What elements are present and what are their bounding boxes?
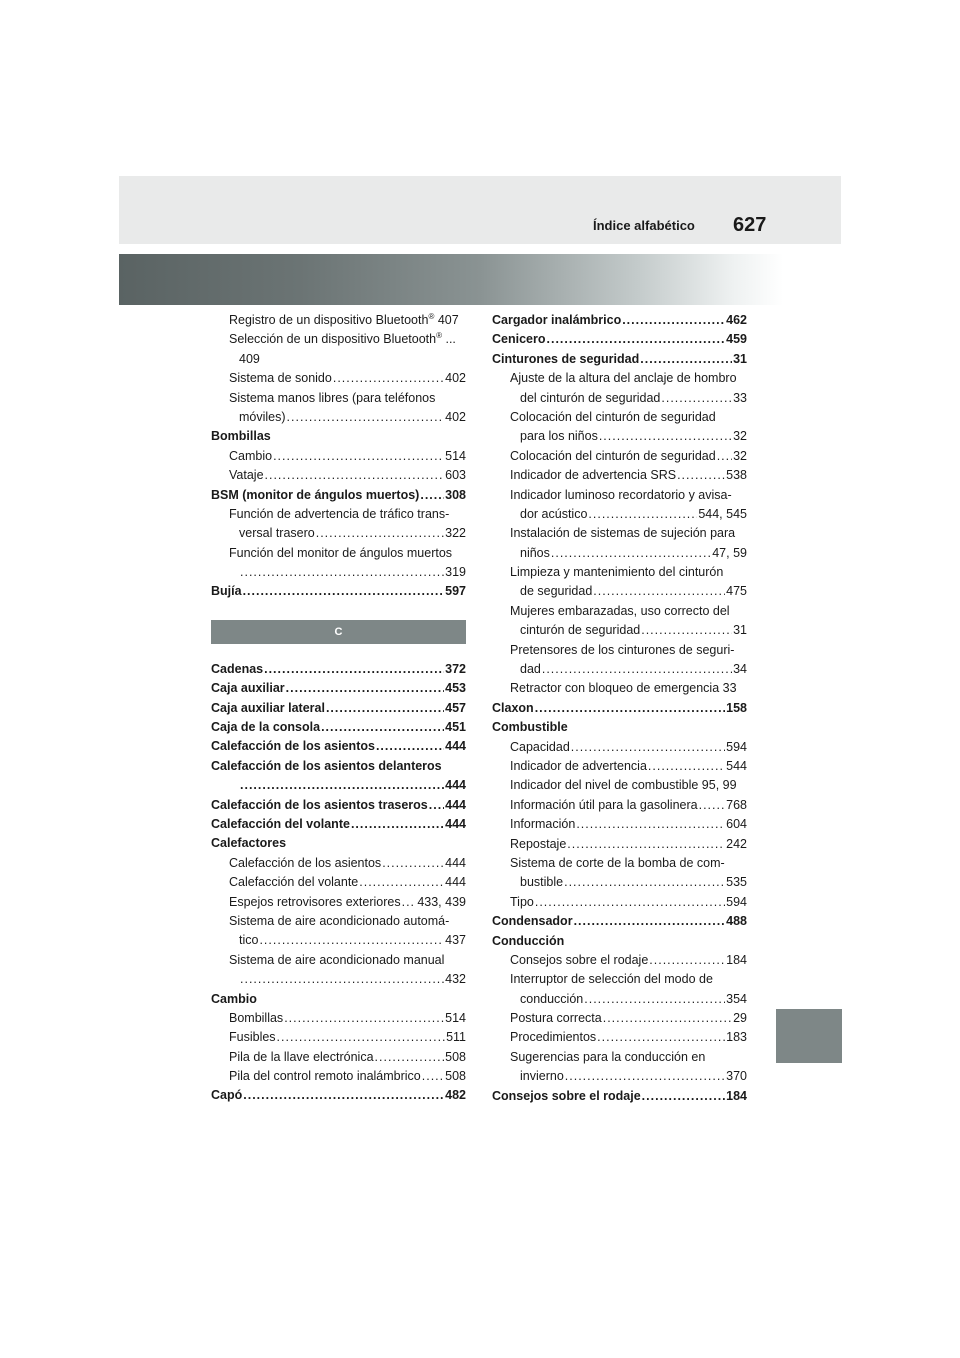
entry-label: invierno: [520, 1069, 564, 1084]
dot-leader: [661, 389, 732, 408]
entry-label: Vataje: [229, 468, 264, 483]
index-entry: [211, 524, 466, 543]
dot-leader: [240, 563, 444, 582]
entry-label: niños: [520, 545, 550, 560]
dot-leader: [265, 466, 445, 485]
entry-label: Calefacción de los asientos delanteros: [211, 758, 442, 773]
dot-leader: [648, 757, 725, 776]
index-entry: [211, 854, 466, 873]
entry-page-number: 33: [722, 681, 737, 696]
entry-page-number: 544: [726, 758, 747, 773]
entry-label: Sistema de aire acondicionado automá-: [229, 913, 450, 928]
index-entry: [492, 447, 747, 466]
entry-label: Cargador inalámbrico: [492, 313, 622, 327]
entry-label: cinturón de seguridad: [520, 623, 641, 638]
entry-label: Cenicero: [492, 332, 546, 347]
entry-label: Calefacción de los asientos: [211, 739, 375, 754]
index-entry: [492, 970, 747, 989]
entry-page-number: 437: [445, 933, 466, 948]
dot-leader: [640, 350, 732, 369]
index-entry: [211, 776, 466, 795]
entry-label: Interruptor de selección del modo de: [510, 972, 713, 987]
entry-page-number: 402: [445, 409, 466, 424]
entry-label: Instalación de sistemas de sujeción para: [510, 526, 736, 541]
entry-page-number: 444: [445, 778, 466, 793]
index-entry: [211, 1028, 466, 1047]
entry-page-number: 183: [726, 1030, 747, 1045]
registered-mark: ®: [436, 331, 442, 341]
entry-page-number: 29: [733, 1011, 747, 1026]
index-entry: [211, 757, 466, 776]
index-entry: [492, 602, 747, 621]
index-entry: [492, 563, 747, 582]
dot-leader: [599, 427, 732, 446]
index-column-right: [492, 311, 747, 1106]
index-entry: [492, 582, 747, 601]
entry-label: Sugerencias para la conducción en: [510, 1049, 706, 1064]
index-entry: [211, 912, 466, 931]
entry-label: móviles): [239, 409, 286, 424]
entry-page-number: 32: [733, 429, 747, 444]
dot-leader: [273, 447, 444, 466]
index-entry: [211, 582, 466, 601]
page-number: 627: [733, 214, 767, 236]
entry-page-number: 372: [445, 661, 466, 676]
entry-label: Sistema de aire acondicionado manual: [229, 952, 445, 967]
index-entry: [492, 951, 747, 970]
entry-page-number: 459: [726, 332, 747, 347]
entry-page-number: 538: [726, 468, 747, 483]
index-entry: [211, 486, 466, 505]
dot-leader: [551, 544, 711, 563]
index-entry: [492, 1048, 747, 1067]
dot-leader: [382, 854, 444, 873]
dot-leader: [240, 776, 444, 795]
entry-page-number: 511: [446, 1030, 466, 1045]
entry-page-number: 158: [726, 700, 747, 715]
index-entry: [211, 1067, 466, 1086]
entry-page-number: 444: [445, 855, 466, 870]
entry-label: de seguridad: [520, 584, 593, 599]
index-entry: [492, 893, 747, 912]
entry-label: Capó: [211, 1088, 243, 1103]
entry-page-number: 457: [445, 700, 466, 715]
index-entry: [211, 466, 466, 485]
entry-label: versal trasero: [239, 526, 315, 541]
dot-leader: [277, 1028, 446, 1047]
dot-leader: [326, 699, 444, 718]
index-entry: [492, 912, 747, 931]
dot-leader: [603, 1009, 732, 1028]
entry-page-number: 95, 99: [701, 778, 737, 793]
entry-label: Tipo: [510, 894, 534, 909]
entry-label: Función de advertencia de tráfico trans-: [229, 506, 450, 521]
dot-leader: [351, 815, 444, 834]
index-entry: [211, 873, 466, 892]
entry-page-number: 407: [437, 313, 459, 327]
entry-label: Condensador: [492, 914, 573, 929]
registered-mark: ®: [428, 311, 435, 321]
dot-leader: [259, 931, 444, 950]
entry-page-number: 604: [726, 817, 747, 832]
entry-page-number: 514: [445, 448, 466, 463]
entry-label: Postura correcta: [510, 1011, 602, 1026]
entry-page-number: 242: [726, 836, 747, 851]
index-entry: [211, 1009, 466, 1028]
index-entry: [492, 350, 747, 369]
entry-label: Ajuste de la altura del anclaje de hombro: [510, 371, 737, 386]
entry-label: Cinturones de seguridad: [492, 351, 640, 366]
index-entry: [211, 369, 466, 388]
index-entry: [492, 932, 747, 951]
entry-label: Bombillas: [229, 1010, 284, 1025]
entry-label: conducción: [520, 991, 584, 1006]
entry-page-number: 488: [726, 914, 747, 929]
entry-label: Pila del control remoto inalámbrico: [229, 1069, 421, 1084]
entry-page-number: 594: [726, 739, 747, 754]
index-entry: [492, 660, 747, 679]
section-header: C: [211, 620, 466, 644]
dot-leader: [567, 835, 725, 854]
entry-label: para los niños: [520, 429, 598, 444]
dot-leader: [535, 699, 725, 718]
entry-label: Sistema manos libres (para teléfonos: [229, 390, 436, 405]
index-entry: [492, 621, 747, 640]
entry-page-number: 535: [726, 875, 747, 890]
dot-leader: [376, 737, 444, 756]
entry-page-number: 33: [733, 390, 747, 405]
index-entry: [211, 834, 466, 853]
dot-leader: [565, 1067, 725, 1086]
entry-label: Cadenas: [211, 661, 264, 676]
dot-leader: [717, 447, 732, 466]
entry-page-number: 544, 545: [698, 506, 747, 521]
entry-page-number: 444: [445, 875, 466, 890]
gradient-banner: [119, 254, 841, 305]
dot-leader: [287, 408, 445, 427]
dot-leader: [321, 718, 444, 737]
entry-page-number: ...: [445, 332, 456, 347]
entry-page-number: 482: [445, 1088, 466, 1103]
entry-label: Repostaje: [510, 836, 567, 851]
dot-leader: [641, 621, 732, 640]
index-entry: [492, 505, 747, 524]
entry-page-number: 444: [445, 816, 466, 831]
entry-label: Espejos retrovisores exteriores: [229, 894, 401, 909]
entry-page-number: 508: [445, 1049, 466, 1064]
entry-page-number: 322: [445, 526, 466, 541]
index-entry: [211, 660, 466, 679]
entry-label: Selección de un dispositivo Bluetooth: [229, 332, 437, 347]
index-entry: [492, 679, 747, 698]
index-entry: [492, 408, 747, 427]
dot-leader: [571, 738, 725, 757]
index-entry: [492, 1067, 747, 1086]
entry-label: Calefacción de los asientos traseros: [211, 797, 428, 812]
entry-page-number: 34: [733, 662, 747, 677]
entry-label: Sistema de corte de la bomba de com-: [510, 855, 725, 870]
entry-label: Claxon: [492, 700, 534, 715]
entry-label: Caja auxiliar: [211, 681, 285, 696]
dot-leader: [243, 582, 445, 601]
dot-leader: [422, 1067, 444, 1086]
index-entry: [492, 815, 747, 834]
entry-page-number: 444: [445, 797, 466, 812]
index-entry: [492, 776, 747, 795]
entry-page-number: 184: [726, 952, 747, 967]
entry-label: Conducción: [492, 933, 565, 948]
index-entry: [211, 563, 466, 582]
page-title: Índice alfabético: [593, 218, 695, 233]
index-entry: [211, 796, 466, 815]
entry-page-number: 444: [445, 739, 466, 754]
index-entry: [492, 757, 747, 776]
index-entry: [211, 311, 466, 330]
index-entry: [492, 486, 747, 505]
index-entry: [211, 718, 466, 737]
dot-leader: [649, 951, 725, 970]
entry-page-number: 319: [445, 565, 466, 580]
entry-label: dor acústico: [520, 506, 588, 521]
dot-leader: [420, 486, 444, 505]
entry-label: del cinturón de seguridad: [520, 390, 661, 405]
entry-page-number: 47, 59: [712, 545, 747, 560]
entry-label: Bombillas: [211, 429, 271, 444]
index-entry: [211, 815, 466, 834]
entry-page-number: 514: [445, 1010, 466, 1025]
entry-label: Función del monitor de ángulos muertos: [229, 545, 453, 560]
index-entry: [492, 699, 747, 718]
dot-leader: [316, 524, 444, 543]
entry-label: Capacidad: [510, 739, 570, 754]
dot-leader: [286, 679, 444, 698]
entry-label: Pretensores de los cinturones de seguri-: [510, 642, 735, 657]
entry-page-number: 768: [726, 797, 747, 812]
dot-leader: [284, 1009, 444, 1028]
dot-leader: [588, 505, 697, 524]
index-entry: [492, 873, 747, 892]
dot-leader: [564, 873, 725, 892]
entry-label: BSM (monitor de ángulos muertos): [211, 487, 420, 502]
index-entry: [492, 466, 747, 485]
dot-leader: [642, 1087, 725, 1106]
entry-label: Mujeres embarazadas, uso correcto del: [510, 603, 730, 618]
entry-label: Indicador de advertencia: [510, 758, 647, 773]
index-entry: [211, 893, 466, 912]
entry-label: Cambio: [211, 991, 257, 1006]
index-entry: [211, 389, 466, 408]
entry-page-number: 432: [445, 972, 466, 987]
entry-label: Información útil para la gasolinera: [510, 797, 698, 812]
index-entry: [211, 951, 466, 970]
index-entry: [211, 1086, 466, 1105]
index-entry: [211, 330, 466, 349]
entry-page-number: 603: [445, 468, 466, 483]
dot-leader: [402, 893, 417, 912]
dot-leader: [542, 660, 732, 679]
index-entry: [492, 718, 747, 737]
index-entry: [492, 641, 747, 660]
entry-page-number: 184: [726, 1088, 747, 1103]
dot-leader: [375, 1048, 445, 1067]
entry-label: Consejos sobre el rodaje: [492, 1088, 641, 1103]
section-tab-marker: [776, 1009, 842, 1063]
entry-label: Cambio: [229, 448, 273, 463]
entry-label: Indicador luminoso recordatorio y avisa-: [510, 487, 732, 502]
entry-label: Fusibles: [229, 1030, 276, 1045]
entry-label: Sistema de sonido: [229, 371, 332, 386]
entry-label: tico: [239, 933, 259, 948]
index-entry: [211, 931, 466, 950]
entry-page-number: 402: [445, 371, 466, 386]
index-entry: [211, 447, 466, 466]
dot-leader: [574, 912, 726, 931]
entry-page-number: 32: [733, 448, 747, 463]
dot-leader: [243, 1086, 444, 1105]
entry-page-number: 308: [445, 487, 466, 502]
entry-page-number: 508: [445, 1069, 466, 1084]
entry-label: Retractor con bloqueo de emergencia: [510, 681, 720, 696]
index-entry: [211, 427, 466, 446]
entry-label: bustible: [520, 875, 564, 890]
entry-label: 409: [239, 351, 260, 366]
entry-label: Calefactores: [211, 836, 287, 851]
index-entry: [492, 854, 747, 873]
entry-label: Información: [510, 817, 576, 832]
entry-page-number: 433, 439: [417, 894, 466, 909]
entry-page-number: 31: [733, 351, 747, 366]
dot-leader: [593, 582, 725, 601]
dot-leader: [240, 970, 444, 989]
entry-page-number: 453: [445, 681, 466, 696]
dot-leader: [699, 796, 726, 815]
entry-page-number: 451: [445, 720, 466, 735]
dot-leader: [264, 660, 444, 679]
index-entry: [492, 544, 747, 563]
entry-label: Calefacción del volante: [229, 875, 359, 890]
entry-label: Colocación del cinturón de seguridad: [510, 448, 716, 463]
dot-leader: [535, 893, 725, 912]
index-entry: [492, 1087, 747, 1106]
index-entry: [492, 389, 747, 408]
dot-leader: [677, 466, 725, 485]
entry-label: Indicador del nivel de combustible: [510, 778, 699, 793]
entry-label: Combustible: [492, 720, 568, 735]
index-entry: [492, 738, 747, 757]
index-entry: [211, 990, 466, 1009]
dot-leader: [547, 330, 726, 349]
entry-label: Consejos sobre el rodaje: [510, 952, 649, 967]
dot-leader: [584, 990, 725, 1009]
entry-label: Registro de un dispositivo Bluetooth: [229, 313, 429, 327]
dot-leader: [597, 1028, 725, 1047]
entry-label: dad: [520, 662, 541, 677]
entry-page-number: 597: [445, 584, 466, 599]
entry-label: Indicador de advertencia SRS: [510, 468, 677, 483]
index-entry: [492, 796, 747, 815]
index-entry: [492, 1009, 747, 1028]
entry-label: Calefacción del volante: [211, 816, 350, 831]
entry-page-number: 594: [726, 894, 747, 909]
entry-page-number: 370: [726, 1069, 747, 1084]
index-entry: [211, 408, 466, 427]
dot-leader: [333, 369, 444, 388]
index-entry: [492, 369, 747, 388]
dot-leader: [576, 815, 725, 834]
index-entry: [211, 699, 466, 718]
entry-label: Calefacción de los asientos: [229, 855, 382, 870]
index-entry: [492, 835, 747, 854]
index-entry: [492, 311, 747, 330]
entry-label: Caja de la consola: [211, 720, 321, 735]
entry-label: Caja auxiliar lateral: [211, 700, 325, 715]
dot-leader: [429, 796, 444, 815]
index-entry: [211, 505, 466, 524]
index-column-left: [211, 311, 466, 1106]
entry-page-number: 354: [726, 991, 747, 1006]
dot-leader: [359, 873, 444, 892]
dot-leader: [622, 311, 725, 330]
entry-page-number: 31: [733, 623, 747, 638]
index-entry: [492, 1028, 747, 1047]
entry-label: Procedimientos: [510, 1030, 597, 1045]
entry-label: Bujía: [211, 584, 242, 599]
index-entry: [492, 990, 747, 1009]
entry-label: Colocación del cinturón de seguridad: [510, 409, 716, 424]
index-entry: [211, 1048, 466, 1067]
index-entry: [492, 427, 747, 446]
entry-page-number: 475: [726, 584, 747, 599]
index-entry: [211, 970, 466, 989]
index-entry: [211, 544, 466, 563]
index-entry: [211, 679, 466, 698]
index-entry: [492, 330, 747, 349]
entry-label: Limpieza y mantenimiento del cinturón: [510, 565, 724, 580]
index-entry: [211, 737, 466, 756]
index-entry: [211, 350, 466, 369]
index-entry: [492, 524, 747, 543]
entry-label: Pila de la llave electrónica: [229, 1049, 374, 1064]
entry-page-number: 462: [726, 313, 747, 327]
